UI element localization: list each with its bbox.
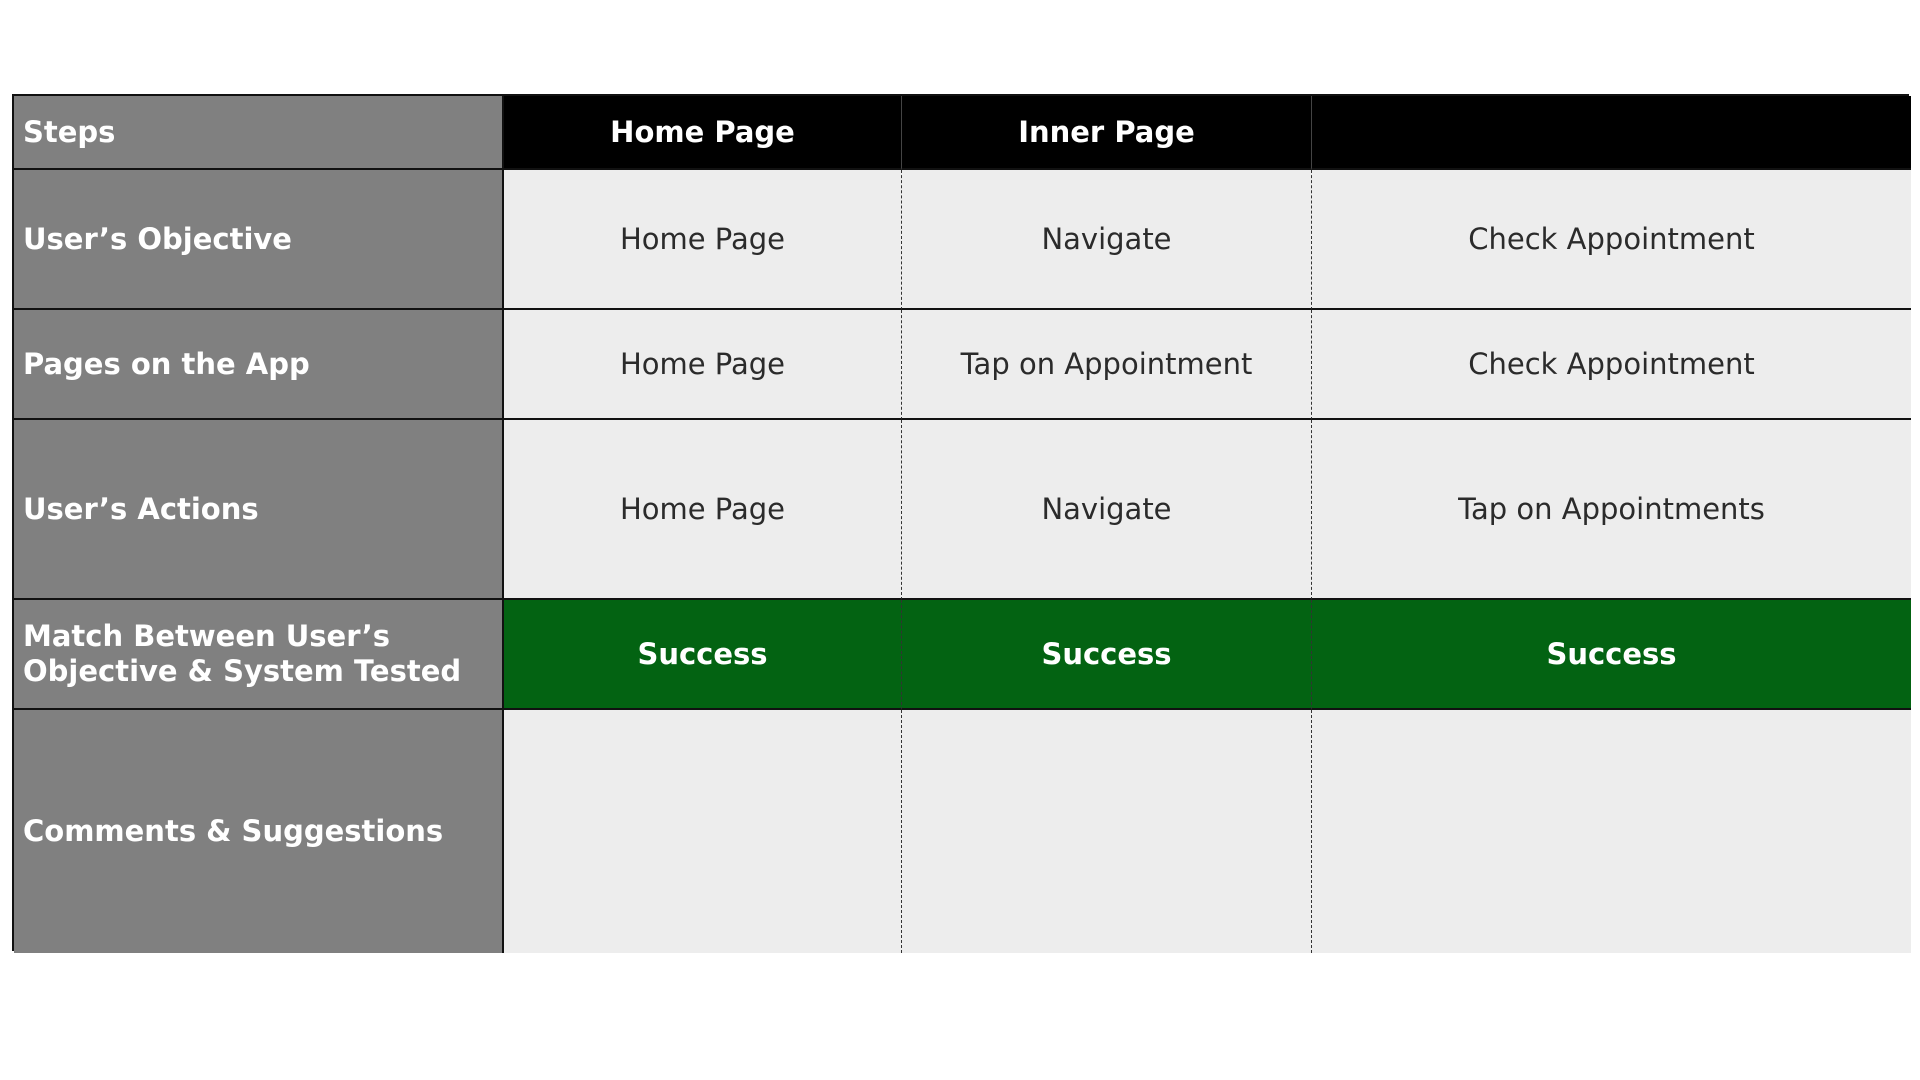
success-badge-cell: Success bbox=[902, 600, 1312, 710]
column-header-inner-page: Inner Page bbox=[902, 96, 1312, 170]
row-label-match: Match Between User’s Objective & System Tested bbox=[14, 600, 504, 710]
table-cell: Check Appointment bbox=[1312, 310, 1911, 420]
table-cell: Check Appointment bbox=[1312, 170, 1911, 310]
column-header-third bbox=[1312, 96, 1911, 170]
table-cell: Navigate bbox=[902, 170, 1312, 310]
column-header-home-page: Home Page bbox=[504, 96, 902, 170]
table-cell: Navigate bbox=[902, 420, 1312, 600]
comment-cell bbox=[1312, 710, 1911, 953]
success-badge-cell: Success bbox=[504, 600, 902, 710]
usability-test-table bbox=[12, 94, 1909, 951]
table-cell: Tap on Appointments bbox=[1312, 420, 1911, 600]
row-label-users-objective: User’s Objective bbox=[14, 170, 504, 310]
table-cell: Tap on Appointment bbox=[902, 310, 1312, 420]
table-cell: Home Page bbox=[504, 170, 902, 310]
row-label-users-actions: User’s Actions bbox=[14, 420, 504, 600]
table-cell: Home Page bbox=[504, 420, 902, 600]
table-cell: Home Page bbox=[504, 310, 902, 420]
row-label-pages-on-the-app: Pages on the App bbox=[14, 310, 504, 420]
comment-cell bbox=[504, 710, 902, 953]
row-label-comments-suggestions: Comments & Suggestions bbox=[14, 710, 504, 953]
steps-header-label: Steps bbox=[14, 96, 504, 170]
success-badge-cell: Success bbox=[1312, 600, 1911, 710]
comment-cell bbox=[902, 710, 1312, 953]
